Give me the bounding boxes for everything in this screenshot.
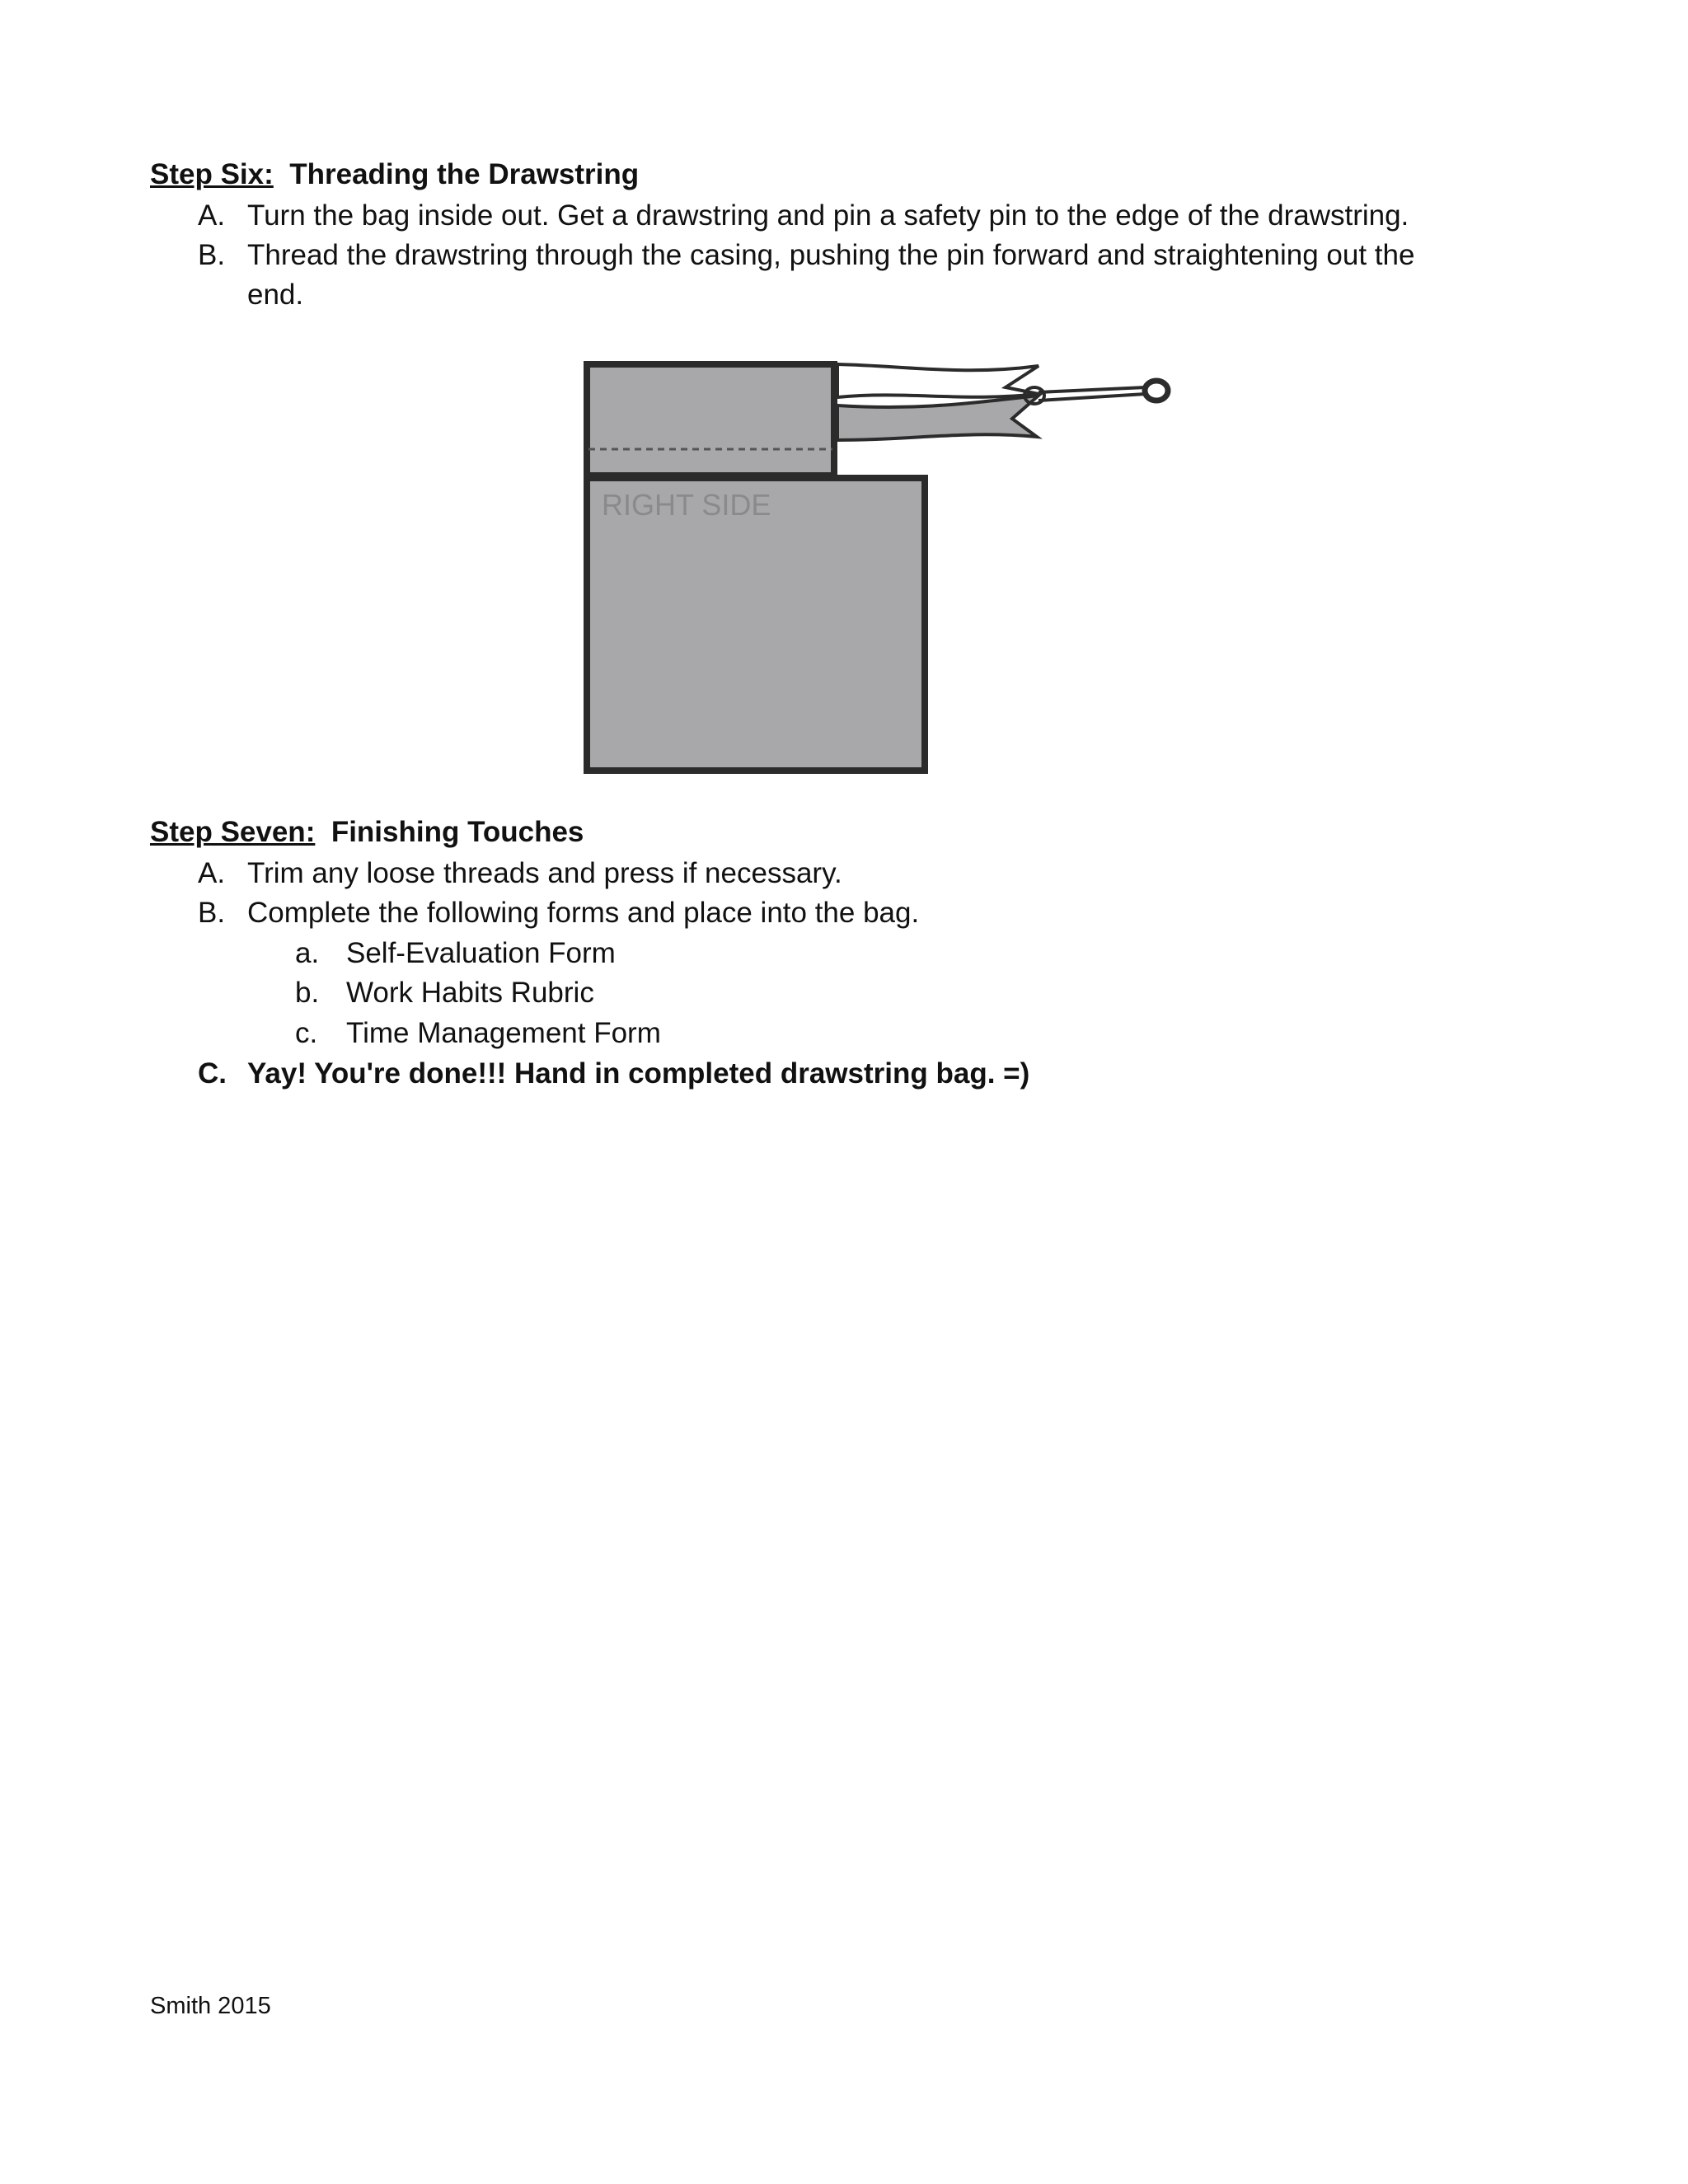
- step-seven-title: Finishing Touches: [331, 816, 584, 848]
- casing-panel: [587, 364, 834, 476]
- list-text: Thread the drawstring through the casing, pushing the pin forward and straightening out the: [247, 239, 1415, 271]
- sublist-text: Work Habits Rubric: [346, 977, 594, 1009]
- sublist-text: Self-Evaluation Form: [346, 937, 616, 969]
- step-six-title: Threading the Drawstring: [289, 158, 640, 190]
- list-text: Trim any loose threads and press if necessary.: [247, 857, 842, 889]
- list-marker: C.: [198, 1057, 227, 1090]
- list-marker: B.: [198, 239, 226, 271]
- list-marker: A.: [198, 199, 226, 232]
- list-text: end.: [247, 279, 304, 311]
- right-side-label: RIGHT SIDE: [602, 488, 771, 522]
- sublist-marker: c.: [295, 1017, 318, 1049]
- step-seven-lead: Step Seven:: [150, 816, 316, 848]
- drawstring-front: [837, 364, 1039, 397]
- sublist-marker: a.: [295, 937, 320, 969]
- final-text: Yay! You're done!!! Hand in completed drawstring bag. =): [247, 1057, 1030, 1090]
- list-text: Complete the following forms and place into the bag.: [247, 897, 920, 929]
- drawstring-back: [837, 396, 1039, 440]
- step-seven-heading: [150, 816, 584, 849]
- drawstring-illustration: [577, 354, 1187, 783]
- list-marker: B.: [198, 897, 226, 929]
- step-six-heading: [150, 158, 639, 191]
- bag-body: [587, 478, 925, 771]
- sublist-marker: b.: [295, 977, 320, 1009]
- list-text: Turn the bag inside out. Get a drawstring and pin a safety pin to the edge of the drawstring.: [247, 199, 1409, 232]
- footer-credit: Smith 2015: [150, 1993, 271, 2019]
- sublist-text: Time Management Form: [346, 1017, 661, 1049]
- safety-pin-icon: [1025, 381, 1168, 404]
- list-marker: A.: [198, 857, 226, 889]
- step-six-lead: Step Six:: [150, 158, 274, 190]
